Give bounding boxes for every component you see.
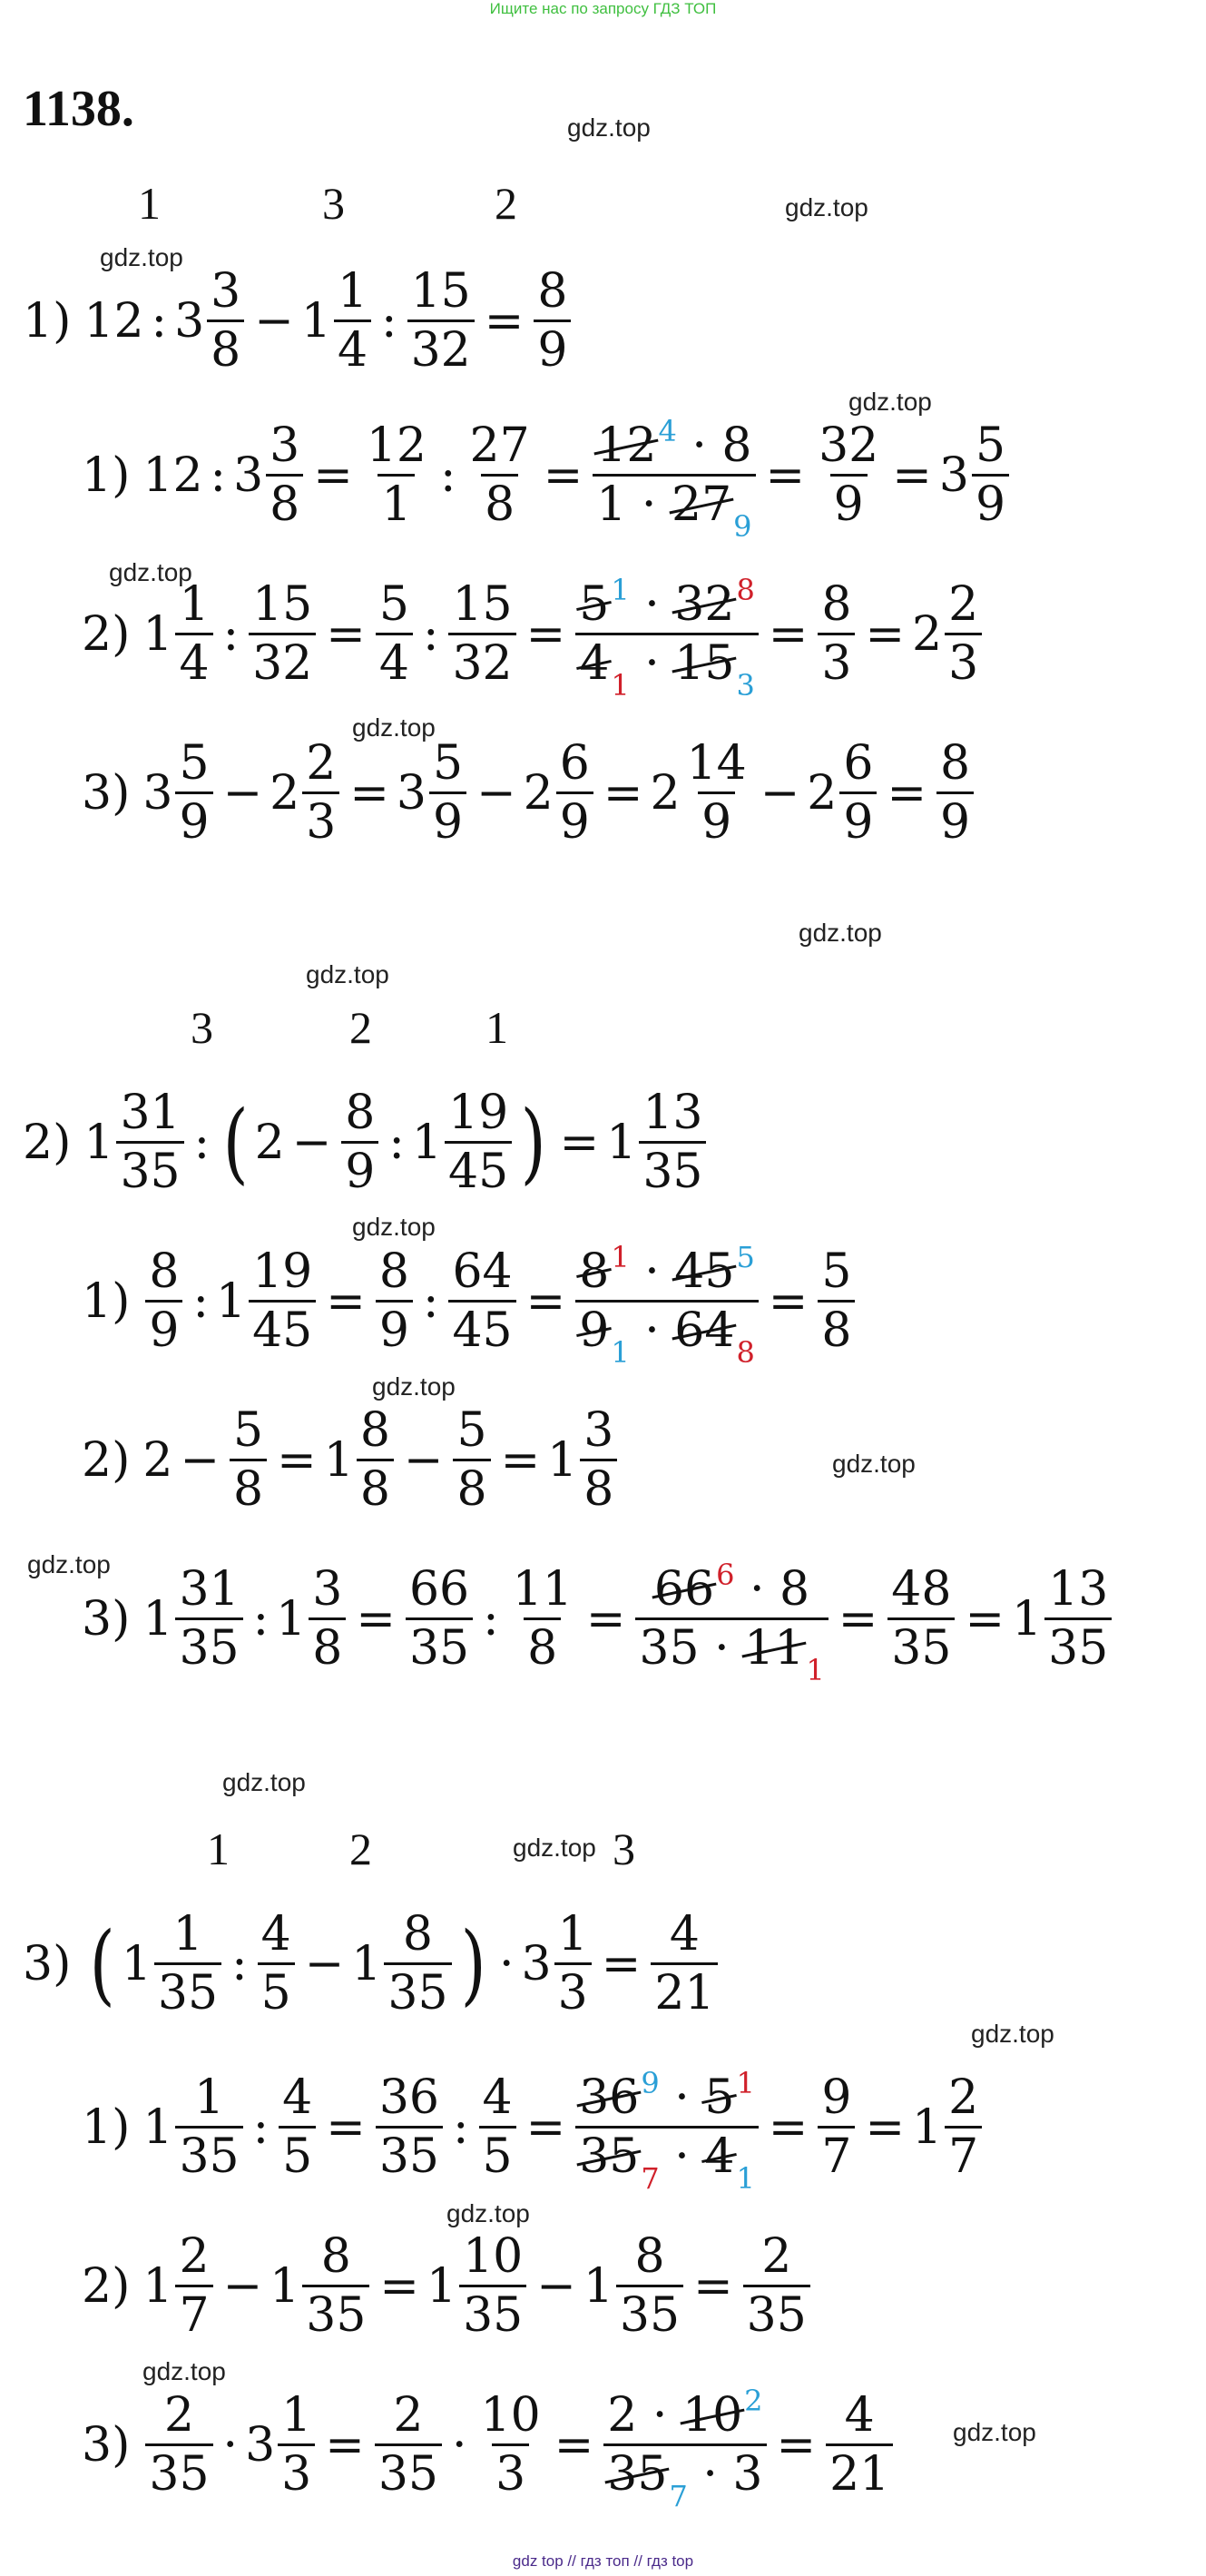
number: 12: [83, 293, 144, 349]
whole-part: 3: [174, 293, 205, 349]
watermark: gdz.top: [785, 193, 868, 221]
fraction: $\frac{1}{4}$: [334, 268, 371, 374]
watermark: gdz.top: [513, 1834, 596, 1862]
problem-label: 1): [23, 293, 72, 349]
watermark: gdz.top: [352, 713, 436, 742]
watermark: gdz.top: [953, 2418, 1036, 2446]
cancellation-fraction: $\frac{8^1 \cdot 45^5}{9_1 \cdot 64_8}$: [575, 1248, 759, 1354]
problem-3-expression: 3) ( 1 $\frac{1}{35}$ : $\frac{4}{5}$ − 1 $\frac{8}{35}$ ) · 3 $\frac{1}{3}$ = $\frac{4}{21}$: [23, 1911, 721, 2017]
cancellation-fraction: $\frac{66^6 \cdot 8}{35 \cdot 11_1}$: [635, 1566, 828, 1672]
watermark: gdz.top: [222, 1768, 306, 1796]
whole-part: 1: [300, 293, 331, 349]
watermark: gdz.top: [109, 558, 192, 586]
watermark: gdz.top: [306, 960, 389, 988]
cancellation-fraction: $\frac{5^1 \cdot 32^8}{4_1 \cdot 15_3}$: [575, 581, 759, 687]
watermark: gdz.top: [372, 1372, 456, 1401]
problem-1-step-3: 3) 3 $\frac{5}{9}$ − 2 $\frac{2}{3}$ = 3 $\frac{5}{9}$ − 2 $\frac{6}{9}$ = 2 $\frac{14}{9}$ − 2 $\frac{6}{9}$ = $\frac{8}{9}$: [82, 740, 976, 846]
watermark: gdz.top: [142, 2357, 226, 2385]
order-mark: 3: [613, 1824, 635, 1874]
watermark: gdz.top: [446, 2199, 530, 2227]
order-mark: 1: [207, 1824, 230, 1874]
footer-watermark: gdz top // гдз топ // гдз top: [512, 2552, 694, 2570]
cancellation-fraction: $\frac{2 \cdot 10^2}{35_7 \cdot 3}$: [603, 2392, 766, 2498]
cancellation-fraction: $\frac{12^4 \cdot 8}{1 \cdot 27_9}$: [593, 422, 755, 528]
problem-2-step-1: 1) $\frac{8}{9}$ : 1 $\frac{19}{45}$ = $\frac{8}{9}$ : $\frac{64}{45}$ = $\frac{8^1 \cdot 45^5}{9_1 \cdot 64_8}$ = $\frac{5}{8}$: [82, 1248, 858, 1354]
search-hint: Ищите нас по запросу ГДЗ ТОП: [489, 0, 717, 17]
problem-1-expression: 1) 12 : 3 $\frac{3}{8}$ − 1 $\frac{1}{4}$ : $\frac{15}{32}$ = $\frac{8}{9}$: [23, 268, 574, 374]
cancellation-fraction: $\frac{36^9 \cdot 5^1}{35_7 \cdot 4_1}$: [575, 2074, 759, 2180]
watermark: gdz.top: [352, 1213, 436, 1241]
watermark: gdz.top: [832, 1450, 916, 1478]
problem-3-step-1: 1) 1 $\frac{1}{35}$ : $\frac{4}{5}$ = $\frac{36}{35}$ : $\frac{4}{5}$ = $\frac{36^9 \cdot 5^1}{35_7 \cdot 4_1}$ = $\frac{9}{7}$ = 1 $\frac{2}{7}$: [82, 2074, 985, 2180]
watermark: gdz.top: [971, 2020, 1054, 2048]
order-mark: 2: [349, 1002, 372, 1053]
order-mark: 1: [485, 1002, 508, 1053]
watermark: gdz.top: [100, 243, 183, 271]
exercise-number: 1138.: [23, 81, 134, 137]
problem-2-expression: 2) 1 $\frac{31}{35}$ : ( 2 − $\frac{8}{9}$ : 1 $\frac{19}{45}$ ) = 1 $\frac{13}{35}$: [23, 1089, 709, 1195]
fraction: $\frac{3}{8}$: [207, 268, 244, 374]
watermark: gdz.top: [27, 1550, 111, 1578]
watermark: gdz.top: [848, 388, 932, 416]
result-fraction: $\frac{8}{9}$: [534, 268, 571, 374]
order-mark: 2: [495, 178, 517, 229]
fraction: $\frac{15}{32}$: [407, 268, 475, 374]
problem-1-step-2: 2) 1 $\frac{1}{4}$ : $\frac{15}{32}$ = $\frac{5}{4}$ : $\frac{15}{32}$ = $\frac{5^1 \cdot 32^8}{4_1 \cdot 15_3}$ = $\frac{8}{3}$ = 2 $\frac{2}{3}$: [82, 581, 985, 687]
order-mark: 1: [138, 178, 161, 229]
order-mark: 2: [349, 1824, 372, 1874]
problem-1-step-1: 1) 12 : 3 $\frac{3}{8}$ = $\frac{12}{1}$ : $\frac{27}{8}$ = $\frac{12^4 \cdot 8}{1 \cdot 27_9}$ = $\frac{32}{9}$ = 3 $\frac{5}{9}$: [82, 422, 1012, 528]
order-mark: 3: [191, 1002, 213, 1053]
problem-3-step-2: 2) 1 $\frac{2}{7}$ − 1 $\frac{8}{35}$ = 1 $\frac{10}{35}$ − 1 $\frac{8}{35}$ = $\frac{2}{35}$: [82, 2233, 813, 2339]
watermark: gdz.top: [567, 113, 651, 142]
watermark: gdz.top: [799, 919, 882, 947]
order-mark: 3: [322, 178, 345, 229]
problem-2-step-3: 3) 1 $\frac{31}{35}$ : 1 $\frac{3}{8}$ = $\frac{66}{35}$ : $\frac{11}{8}$ = $\frac{66^6 \cdot 8}{35 \cdot 11_1}$ = $\frac{48}{35}$ = 1 $\frac{13}{35}$: [82, 1566, 1114, 1672]
problem-2-step-2: 2) 2 − $\frac{5}{8}$ = 1 $\frac{8}{8}$ − $\frac{5}{8}$ = 1 $\frac{3}{8}$: [82, 1407, 620, 1513]
problem-3-step-3: 3) $\frac{2}{35}$ · 3 $\frac{1}{3}$ = $\frac{2}{35}$ · $\frac{10}{3}$ = $\frac{2 \cdot 10^2}{35_7 \cdot 3}$ = $\frac{4}{21}$: [82, 2392, 896, 2498]
